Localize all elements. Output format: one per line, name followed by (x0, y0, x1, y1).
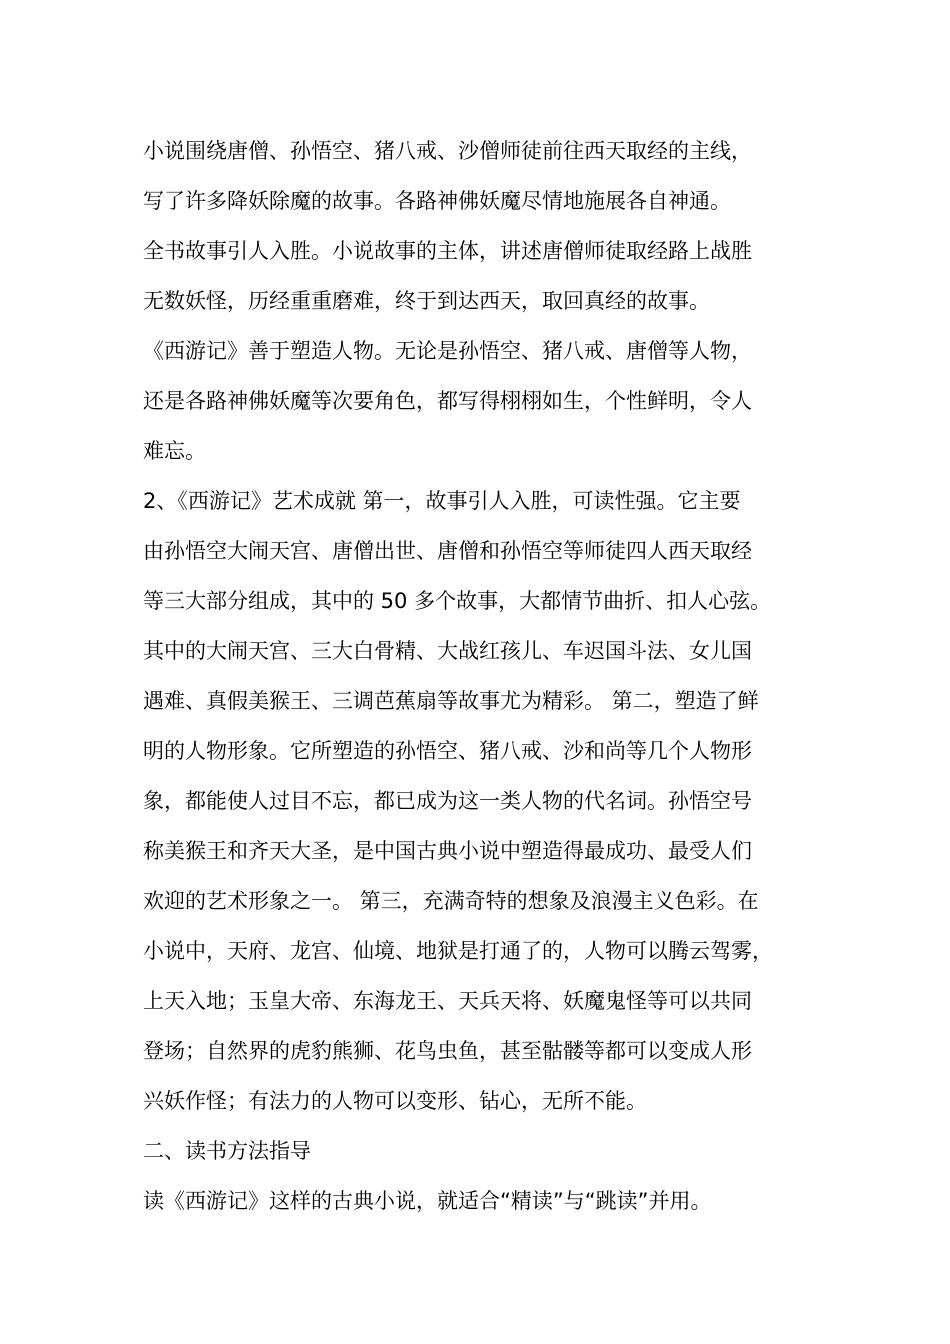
text-line: 登场；自然界的虎豹熊狮、花鸟虫鱼，甚至骷髅等都可以变成人形 (143, 1039, 752, 1063)
text-line: 难忘。 (143, 439, 206, 463)
text-line: 小说围绕唐僧、孙悟空、猪八戒、沙僧师徒前往西天取经的主线， (143, 139, 752, 163)
text-line: 明的人物形象。它所塑造的孙悟空、猪八戒、沙和尚等几个人物形 (143, 739, 752, 763)
text-line: 写了许多降妖除魔的故事。各路神佛妖魔尽情地施展各自神通。 (143, 189, 731, 213)
text-line: 兴妖作怪；有法力的人物可以变形、钻心，无所不能。 (143, 1089, 647, 1113)
text-line: 由孙悟空大闹天宫、唐僧出世、唐僧和孙悟空等师徒四人西天取经 (143, 539, 752, 563)
text-line: 欢迎的艺术形象之一。 第三，充满奇特的想象及浪漫主义色彩。在 (143, 889, 759, 913)
text-line: 其中的大闹天宫、三大白骨精、大战红孩儿、车迟国斗法、女儿国 (143, 639, 752, 663)
text-line: 无数妖怪，历经重重磨难，终于到达西天，取回真经的故事。 (143, 289, 710, 313)
text-line: 上天入地；玉皇大帝、东海龙王、天兵天将、妖魔鬼怪等可以共同 (143, 989, 752, 1013)
text-line: 读《西游记》这样的古典小说，就适合“精读”与“跳读”并用。 (143, 1189, 712, 1213)
text-line: 称美猴王和齐天大圣，是中国古典小说中塑造得最成功、最受人们 (143, 839, 752, 863)
text-line: 《西游记》善于塑造人物。无论是孙悟空、猪八戒、唐僧等人物， (143, 339, 752, 363)
text-line: 全书故事引人入胜。小说故事的主体，讲述唐僧师徒取经路上战胜 (143, 239, 752, 263)
text-line: 遇难、真假美猴王、三调芭蕉扇等故事尤为精彩。 第二，塑造了鲜 (143, 689, 759, 713)
text-line: 2、《西游记》艺术成就 第一，故事引人入胜，可读性强。它主要 (143, 489, 741, 513)
text-line: 小说中，天府、龙宫、仙境、地狱是打通了的，人物可以腾云驾雾， (143, 939, 773, 963)
text-line: 等三大部分组成，其中的 50 多个故事，大都情节曲折、扣人心弦。 (143, 589, 772, 613)
text-line: 象，都能使人过目不忘，都已成为这一类人物的代名词。孙悟空号 (143, 789, 752, 813)
text-line: 还是各路神佛妖魔等次要角色，都写得栩栩如生，个性鲜明，令人 (143, 389, 752, 413)
section-heading: 二、读书方法指导 (143, 1139, 311, 1163)
body-text (143, 126, 833, 1226)
